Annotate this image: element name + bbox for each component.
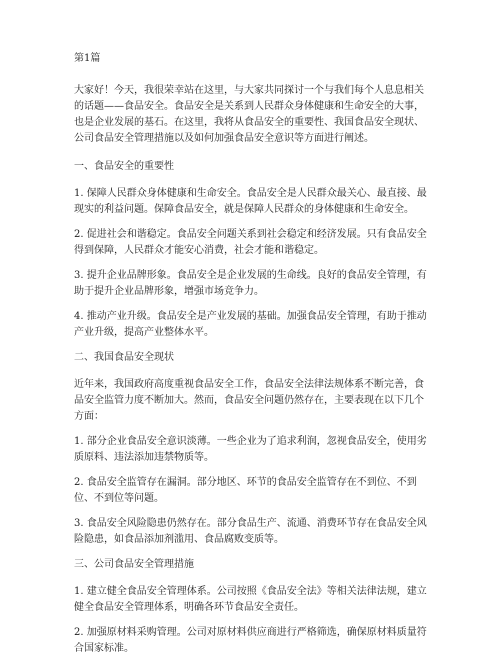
list-item: 3. 食品安全风险隐患仍然存在。部分食品生产、流通、消费环节存在食品安全风险隐患，如食品添加剂滥用、食品腐败变质等。 (74, 518, 427, 545)
list-item: 2. 食品安全监管存在漏洞。部分地区、环节的食品安全监管存在不到位、不到位、不到位等问题。 (74, 477, 417, 504)
section-heading: 三、公司食品安全管理措施 (74, 559, 194, 570)
list-item: 1. 保障人民群众身体健康和生命安全。食品安全是人民群众最关心、最直接、最现实的利益问题。保障食品安全，就是保障人民群众的身体健康和生命安全。 (74, 188, 427, 215)
section-heading: 一、食品安全的重要性 (74, 161, 174, 172)
list-item: 2. 促进社会和谐稳定。食品安全问题关系到社会稳定和经济发展。只有食品安全得到保障，人民群众才能安心消费，社会才能和谐稳定。 (74, 229, 427, 256)
list-item: 2. 加强原材料采购管理。公司对原材料供应商进行严格筛选，确保原材料质量符合国家标准。 (74, 627, 427, 654)
section-heading: 二、我国食品安全现状 (74, 352, 174, 363)
page-label: 第1篇 (74, 53, 101, 64)
section-intro-paragraph: 近年来，我国政府高度重视食品安全工作，食品安全法律法规体系不断完善，食品安全监管力度不断加大。然而，食品安全问题仍然存在，主要表现在以下几个方面： (74, 379, 424, 422)
list-item: 1. 部分企业食品安全意识淡薄。一些企业为了追求利润，忽视食品安全，使用劣质原料、违法添加违禁物质等。 (74, 436, 427, 463)
list-item: 4. 推动产业升级。食品安全是产业发展的基础。加强食品安全管理，有助于推动产业升级，提高产业整体水平。 (74, 311, 427, 338)
list-item: 3. 提升企业品牌形象。食品安全是企业发展的生命线。良好的食品安全管理，有助于提升企业品牌形象，增强市场竞争力。 (74, 270, 427, 297)
intro-paragraph: 大家好！今天，我很荣幸站在这里，与大家共同探讨一个与我们每个人息息相关的话题——食品安全。食品安全是关系到人民群众身体健康和生命安全的大事，也是企业发展的基石。在这里，我将从食品安全的重要性、我国食品安全现状、公司食品安全管理措施以及如何加强食品安全意识等方面进行阐述。 (74, 85, 424, 144)
list-item: 1. 建立健全食品安全管理体系。公司按照《食品安全法》等相关法律法规，建立健全食品安全管理体系，明确各环节食品安全责任。 (74, 586, 427, 613)
